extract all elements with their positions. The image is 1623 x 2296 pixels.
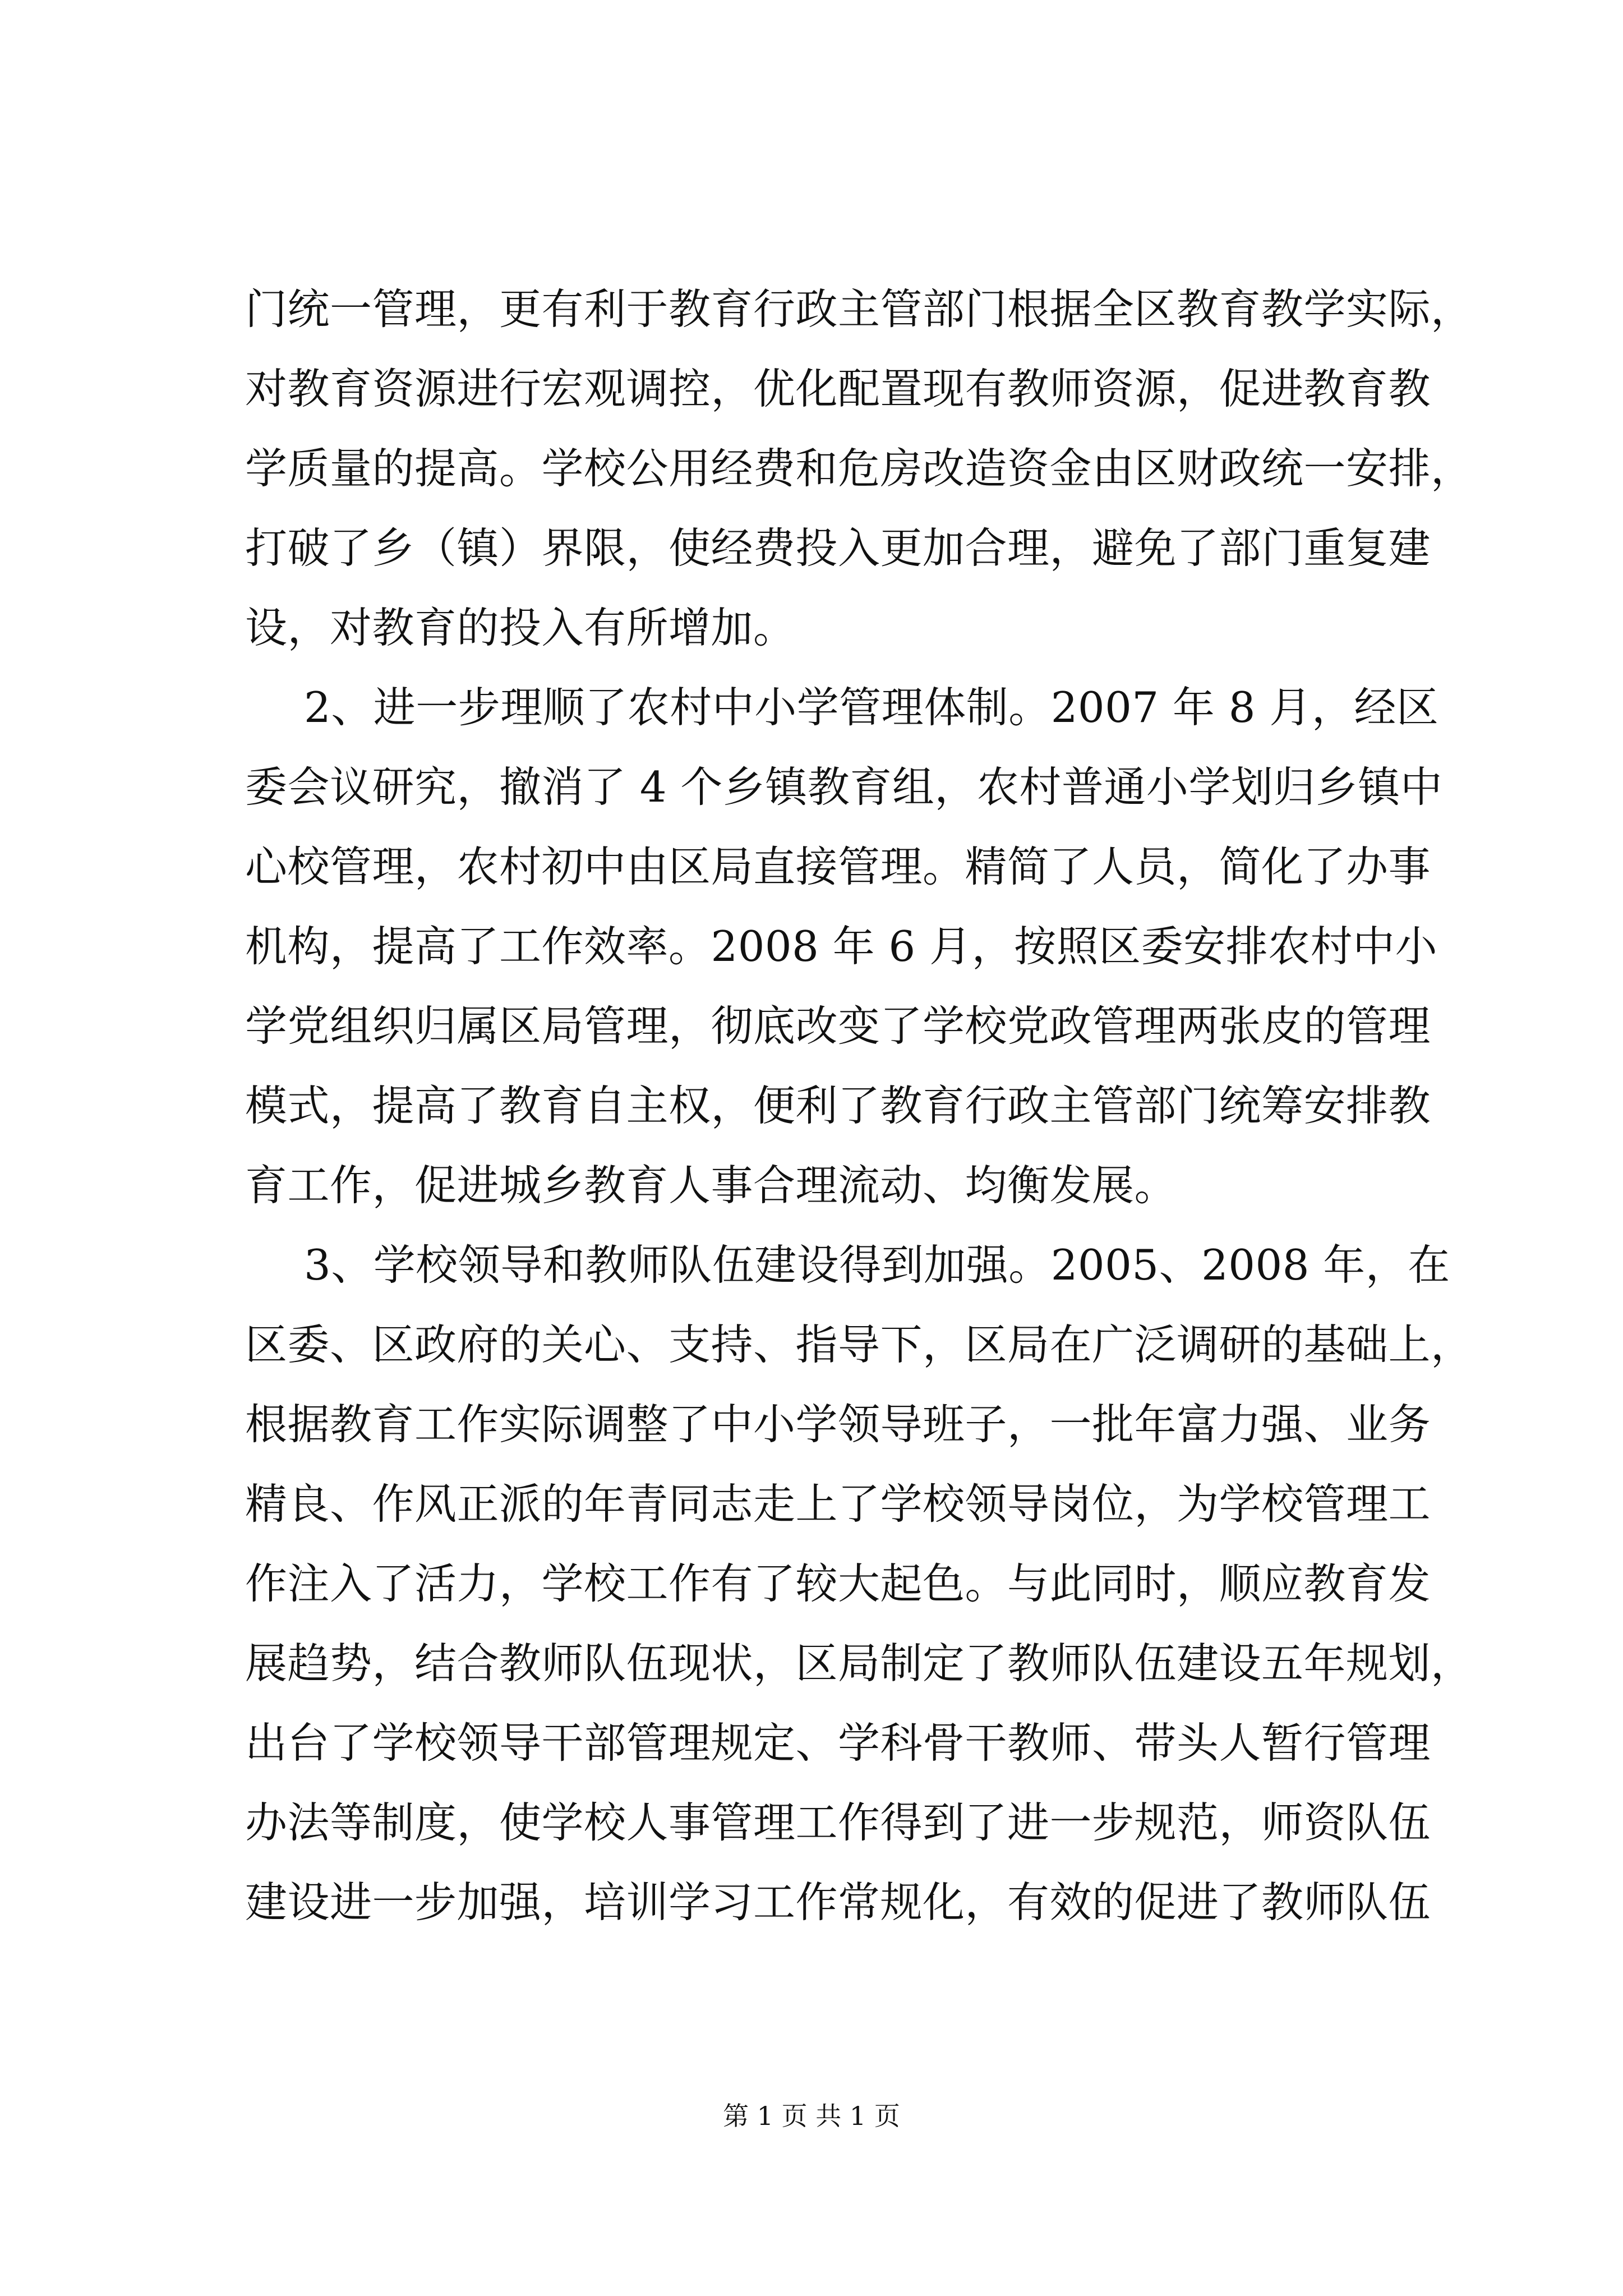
text-line: 根据教育工作实际调整了中小学领导班子，一批年富力强、业务 bbox=[245, 1400, 1431, 1449]
text-line: 委会议研究，撤消了 4 个乡镇教育组，农村普通小学划归乡镇中 bbox=[245, 762, 1443, 812]
text-line: 2、进一步理顺了农村中小学管理体制。2007 年 8 月，经区 bbox=[304, 683, 1439, 732]
text-line: 学党组织归属区局管理，彻底改变了学校党政管理两张皮的管理 bbox=[245, 1001, 1431, 1051]
text-line: 门统一管理，更有利于教育行政主管部门根据全区教育教学实际， bbox=[245, 284, 1473, 334]
text-line: 对教育资源进行宏观调控，优化配置现有教师资源，促进教育教 bbox=[245, 364, 1431, 413]
text-line: 3、学校领导和教师队伍建设得到加强。2005、2008 年，在 bbox=[304, 1240, 1450, 1290]
text-line: 育工作，促进城乡教育人事合理流动、均衡发展。 bbox=[245, 1161, 1177, 1210]
text-line: 学质量的提高。学校公用经费和危房改造资金由区财政统一安排， bbox=[245, 444, 1473, 493]
text-line: 作注入了活力，学校工作有了较大起色。与此同时，顺应教育发 bbox=[245, 1559, 1431, 1608]
text-line: 打破了乡（镇）界限，使经费投入更加合理，避免了部门重复建 bbox=[245, 523, 1431, 573]
text-line: 设，对教育的投入有所增加。 bbox=[245, 603, 796, 652]
text-line: 模式，提高了教育自主权，便利了教育行政主管部门统筹安排教 bbox=[245, 1081, 1431, 1130]
page-footer: 第 1 页 共 1 页 bbox=[723, 2101, 900, 2131]
text-line: 出台了学校领导干部管理规定、学科骨干教师、带头人暂行管理 bbox=[245, 1718, 1431, 1768]
text-line: 机构，提高了工作效率。2008 年 6 月，按照区委安排农村中小 bbox=[245, 922, 1438, 971]
text-line: 建设进一步加强，培训学习工作常规化，有效的促进了教师队伍 bbox=[245, 1878, 1431, 1927]
text-line: 心校管理，农村初中由区局直接管理。精简了人员，简化了办事 bbox=[245, 842, 1431, 891]
text-line: 办法等制度，使学校人事管理工作得到了进一步规范，师资队伍 bbox=[245, 1798, 1431, 1847]
text-line: 区委、区政府的关心、支持、指导下，区局在广泛调研的基础上， bbox=[245, 1320, 1473, 1369]
text-line: 展趋势，结合教师队伍现状，区局制定了教师队伍建设五年规划， bbox=[245, 1639, 1473, 1688]
text-line: 精良、作风正派的年青同志走上了学校领导岗位，为学校管理工 bbox=[245, 1479, 1431, 1529]
